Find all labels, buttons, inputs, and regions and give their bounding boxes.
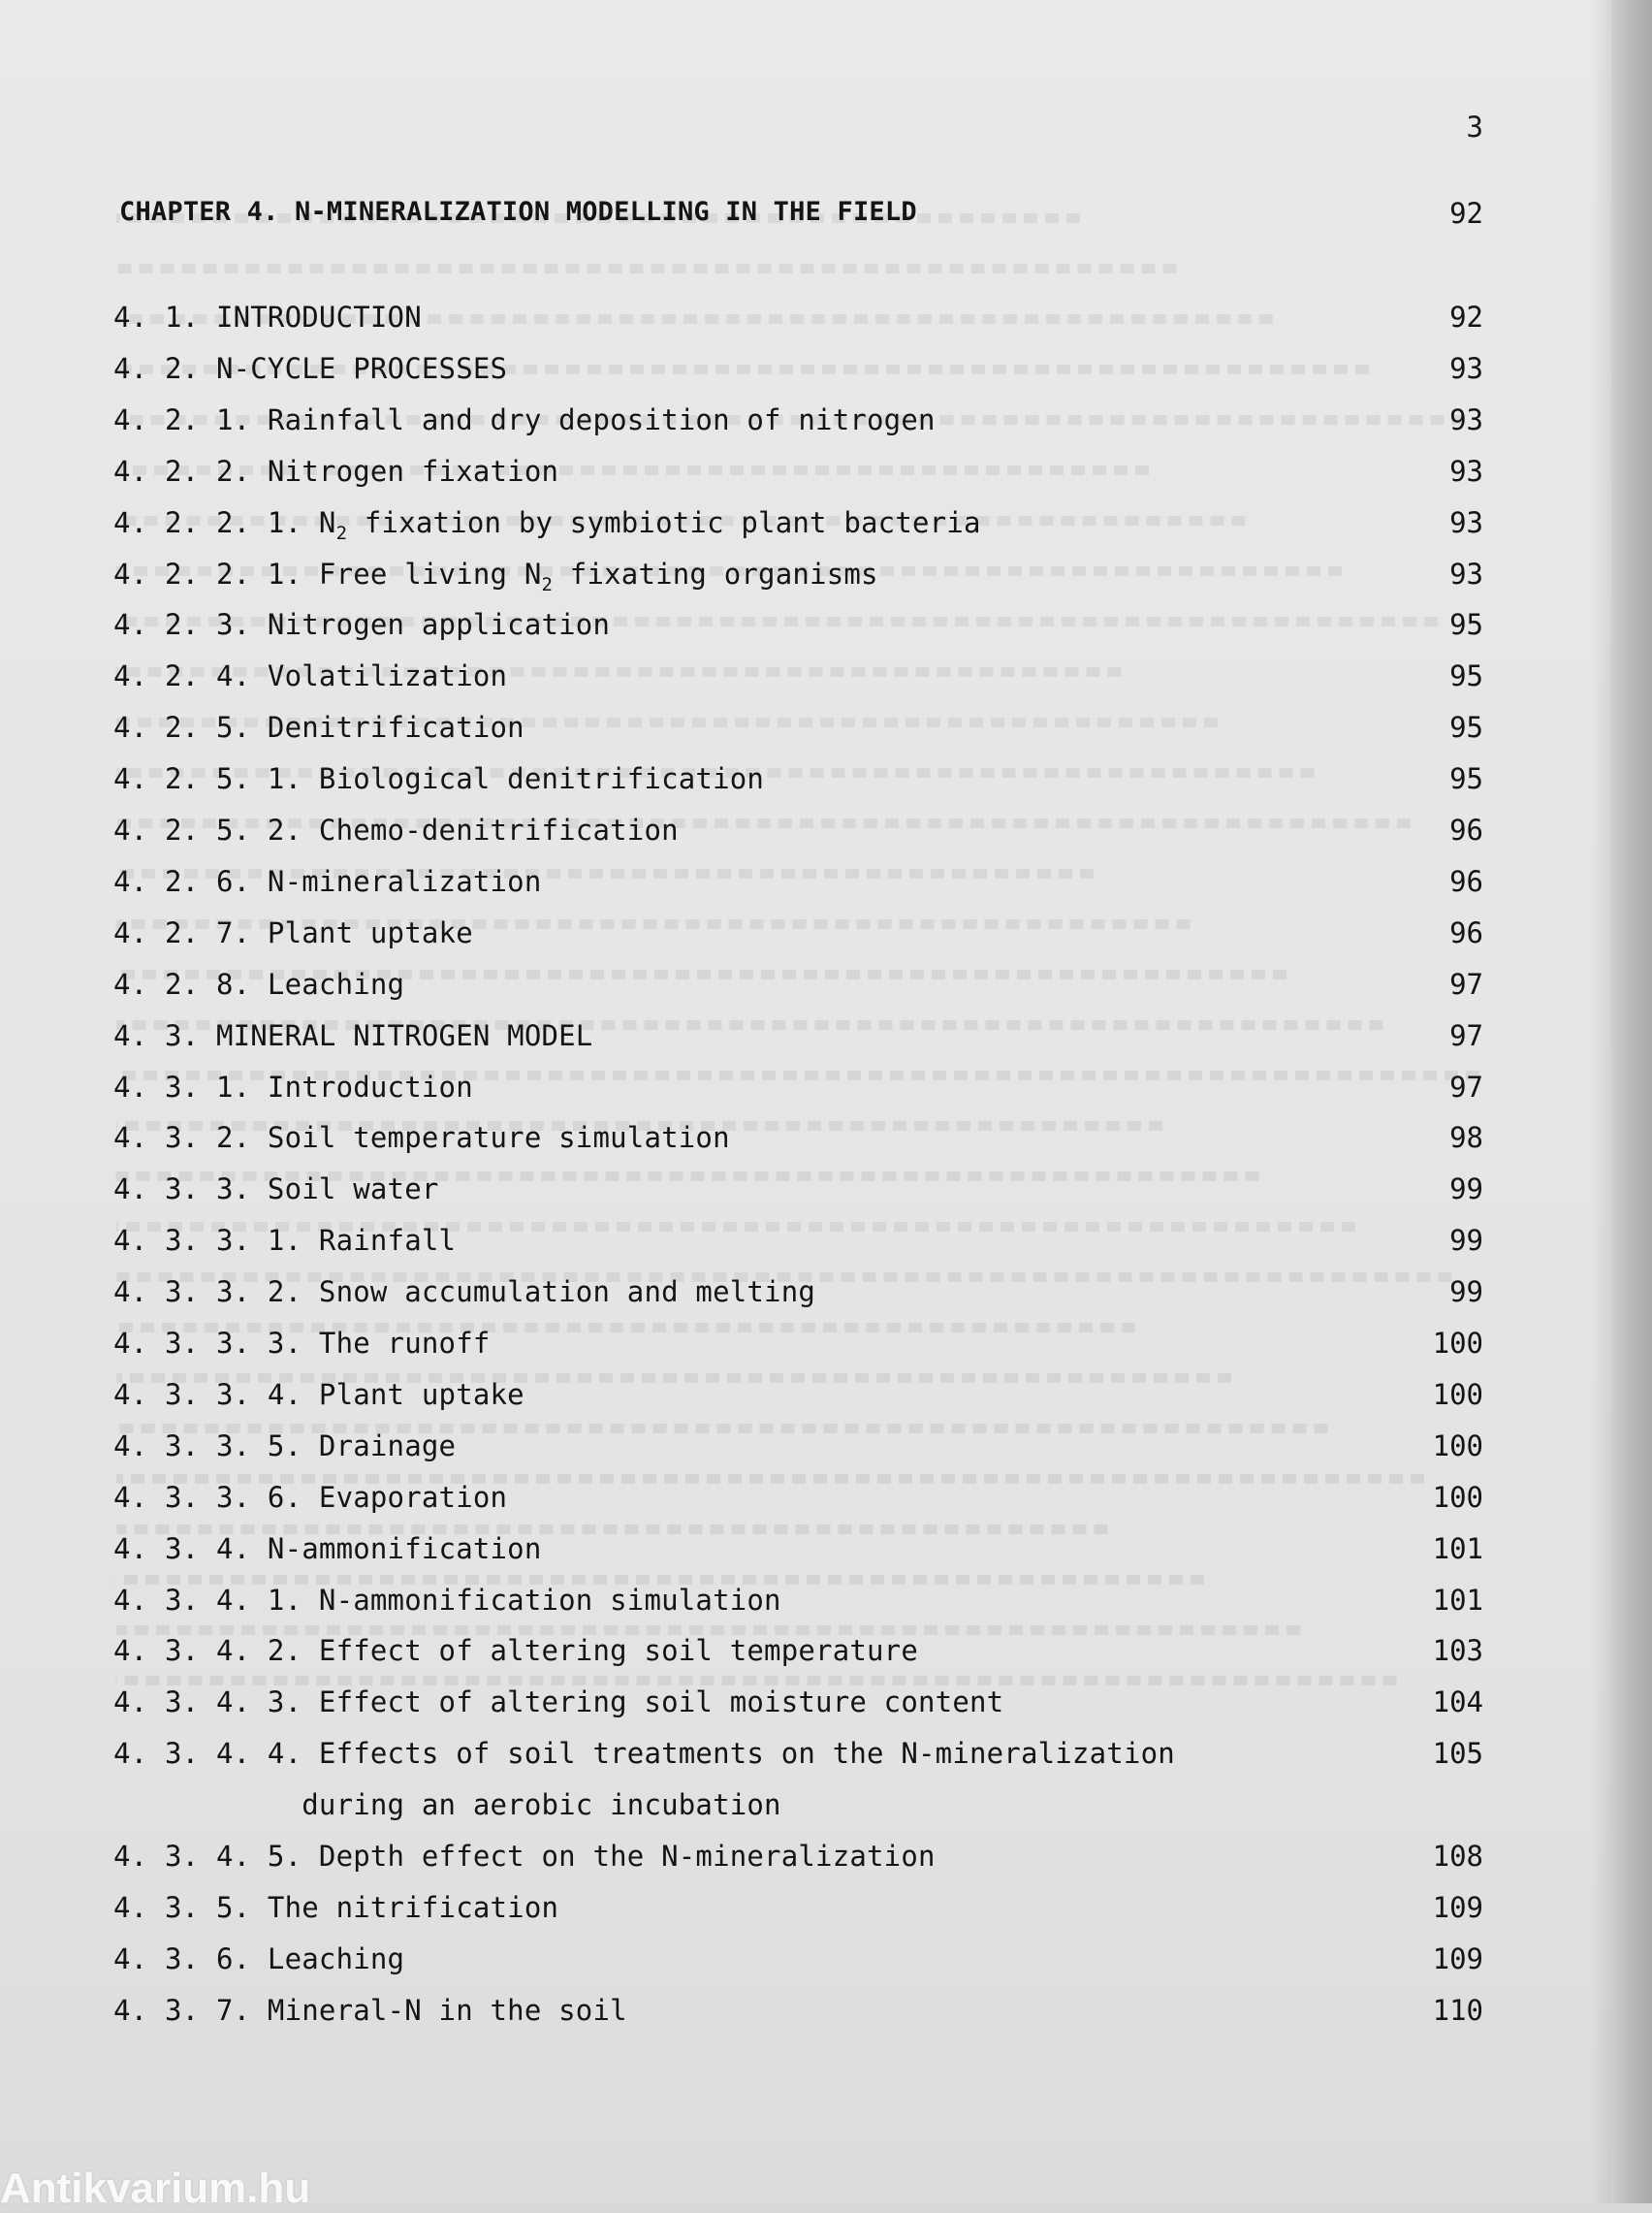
toc-entry-page: 99 [1449,1172,1483,1206]
toc-entry-page: 100 [1432,1428,1483,1462]
toc-entry-label: 4. 2. 6. N-mineralization [113,864,542,898]
toc-entry-page: 101 [1432,1531,1483,1565]
toc-entry-page: 92 [1449,301,1483,334]
toc-entry-page: 100 [1432,1327,1483,1360]
toc-entry-label: 4. 2. 3. Nitrogen application [113,608,611,642]
toc-entry-label: 4. 3. 2. Soil temperature simulation [113,1121,730,1155]
toc-entry [0,1121,1611,1171]
toc-entry-label: 4. 2. 1. Rainfall and dry deposition of nitrogen [113,402,936,436]
toc-entry-page: 97 [1449,1018,1483,1052]
toc-entry-label: 4. 1. INTRODUCTION [113,301,422,334]
page-edge-shadow [1590,0,1611,2203]
toc-entry-label: 4. 2. 5. 2. Chemo-denitrification [113,814,679,847]
toc-entry-label: 4. 2. 2. Nitrogen fixation [113,454,559,488]
toc-entry-page: 108 [1432,1840,1483,1873]
toc-entry [0,1172,1611,1223]
toc-entry-page: 99 [1449,1275,1483,1309]
toc-entry [0,968,1611,1018]
toc-entry [0,1737,1611,1787]
toc-entry-label: 4. 2. 2. 1. $N_2$ fixation by symbiotic plant bacteria [113,505,981,544]
toc-entry-page: 95 [1449,762,1483,796]
bleed-through-row [116,244,1176,295]
toc-entry-page: 93 [1449,454,1483,488]
toc-entry-label: 4. 3. 4. 2. Effect of altering soil temperature [113,1634,918,1668]
toc-entry-page: 96 [1449,814,1483,847]
page-number: 3 [1466,111,1483,144]
toc-entry-label: 4. 2. 5. 1. Biological denitrification [113,762,765,796]
toc-entry [0,506,1611,557]
toc-entry-page: 93 [1449,351,1483,385]
toc-entry [0,711,1611,761]
toc-entry [0,1071,1611,1121]
toc-entry [0,1994,1611,2044]
toc-entry-page: 93 [1449,402,1483,436]
toc-entry-page: 109 [1432,1941,1483,1975]
toc-entry-label: 4. 3. 4. 4. Effects of soil treatments on the N-mineralization [113,1737,1175,1771]
toc-entry [0,1481,1611,1531]
toc-entry [0,1224,1611,1274]
watermark-text: Antikvarium.hu [0,2165,311,2212]
toc-entry [0,608,1611,658]
toc-entry [0,1275,1611,1326]
toc-chapter-page: 92 [1449,197,1483,230]
toc-entry-label: 4. 3. MINERAL NITROGEN MODEL [113,1018,593,1052]
toc-entry [0,1532,1611,1583]
toc-entry-page: 109 [1432,1890,1483,1924]
toc-entry-label: 4. 3. 5. The nitrification [113,1890,559,1924]
page-edge [1611,0,1652,2203]
toc-entry [0,865,1611,915]
toc-entry [0,403,1611,454]
toc-entry-page: 96 [1449,864,1483,898]
toc-entry-label: 4. 2. 8. Leaching [113,967,405,1001]
toc-entry-page: 97 [1449,967,1483,1001]
toc-entry-label: 4. 3. 4. 3. Effect of altering soil moisture content [113,1685,1004,1719]
toc-entry-page: 101 [1432,1583,1483,1617]
toc-entry-label: 4. 2. 2. 1. Free living $N_2$ fixating organisms [113,557,878,595]
toc-entry-label: during an aerobic incubation [113,1788,781,1822]
toc-entry-page: 99 [1449,1224,1483,1258]
toc-entry [0,1019,1611,1070]
toc-entry [0,814,1611,864]
toc-entry-page: 95 [1449,711,1483,745]
toc-entry [0,1891,1611,1941]
toc-entry-label: 4. 3. 4. N-ammonification [113,1531,542,1565]
toc-chapter-label: CHAPTER 4. N-MINERALIZATION MODELLING IN THE FIELD [119,197,917,227]
toc-entry [0,1840,1611,1890]
toc-entry-label: 4. 3. 3. 4. Plant uptake [113,1377,524,1411]
toc-entry-page: 97 [1449,1070,1483,1104]
toc-entry-label: 4. 3. 3. 2. Snow accumulation and melting [113,1275,816,1309]
toc-entry [0,1788,1611,1839]
toc-entry-page: 95 [1449,608,1483,642]
toc-entry-label: 4. 3. 1. Introduction [113,1070,473,1104]
toc-entry-page: 103 [1432,1634,1483,1668]
toc-entry-label: 4. 3. 3. Soil water [113,1172,439,1206]
toc-entry-page: 96 [1449,915,1483,949]
toc-entry-label: 4. 3. 3. 3. The runoff [113,1327,491,1360]
toc-entry-label: 4. 2. N-CYCLE PROCESSES [113,351,508,385]
toc-entry [0,1584,1611,1634]
toc-entry-label: 4. 3. 3. 5. Drainage [113,1428,457,1462]
toc-entry-label: 4. 3. 6. Leaching [113,1941,405,1975]
toc-entry-label: 4. 2. 4. Volatilization [113,659,508,693]
toc-entry [0,301,1611,351]
toc-entry-page: 93 [1449,557,1483,591]
toc-entry-label: 4. 3. 3. 6. Evaporation [113,1480,508,1514]
toc-entry-subscript: 2 [335,522,348,544]
toc-entry-label: 4. 3. 3. 1. Rainfall [113,1224,457,1258]
toc-entry-label: 4. 2. 7. Plant uptake [113,915,473,949]
toc-entry-subscript: 2 [541,573,554,595]
toc-entry-page: 100 [1432,1480,1483,1514]
toc-entry-page: 110 [1432,1993,1483,2027]
toc-entry [0,762,1611,813]
toc-entry-label: 4. 3. 7. Mineral-N in the soil [113,1993,627,2027]
toc-entry [0,1942,1611,1993]
toc-chapter-heading [0,197,1611,247]
toc-entry-page: 95 [1449,659,1483,693]
toc-entry [0,1429,1611,1480]
toc-entry-page: 93 [1449,505,1483,539]
toc-entry-page: 100 [1432,1377,1483,1411]
toc-entry-label: 4. 3. 4. 5. Depth effect on the N-mineralization [113,1840,936,1873]
toc-entry [0,455,1611,505]
toc-entry-label: 4. 2. 5. Denitrification [113,711,524,745]
toc-entry-page: 98 [1449,1121,1483,1155]
toc-entry [0,1685,1611,1736]
toc-entry [0,1378,1611,1428]
toc-entry-label: 4. 3. 4. 1. N-ammonification simulation [113,1583,781,1617]
toc-entry [0,558,1611,608]
toc-entry [0,1327,1611,1377]
toc-entry-page: 104 [1432,1685,1483,1719]
toc-entry [0,659,1611,710]
toc-entry [0,352,1611,402]
toc-entry [0,1634,1611,1684]
toc-entry-page: 105 [1432,1737,1483,1771]
toc-entry [0,916,1611,967]
